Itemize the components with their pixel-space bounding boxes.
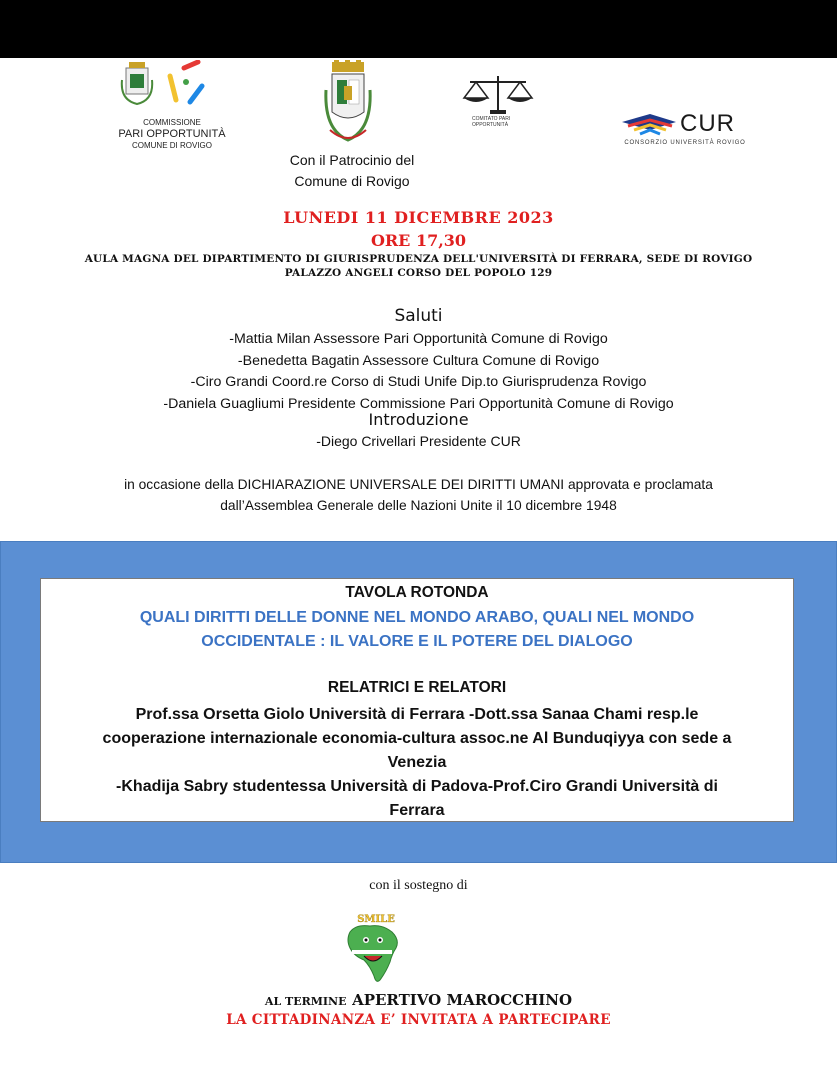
saluti-heading: Saluti <box>394 306 443 326</box>
saluti-item: -Daniela Guagliumi Presidente Commissione Pari Opportunità Comune di Rovigo <box>163 395 674 412</box>
relatori-heading: RELATRICI E RELATORI <box>327 679 507 696</box>
tavola-rotonda-box <box>40 578 794 822</box>
comune-rovigo-crest <box>318 60 378 152</box>
venue-line1: AULA MAGNA DEL DIPARTIMENTO DI GIURISPRUDENZA DELL'UNIVERSITÀ DI FERRARA, SEDE DI ROVIGO <box>84 253 753 265</box>
tavola-title <box>61 606 773 654</box>
cur-logo <box>620 108 750 152</box>
termine-small: AL TERMINE <box>264 995 347 1008</box>
relatori-list <box>51 703 783 823</box>
tavola-heading: TAVOLA ROTONDA <box>345 584 489 601</box>
venue-line2: PALAZZO ANGELI CORSO DEL POPOLO 129 <box>284 267 553 279</box>
relatori-line: Venezia <box>387 754 447 771</box>
occasion-line2: dall’Assemblea Generale delle Nazioni Unite il 10 dicembre 1948 <box>220 498 617 513</box>
tavola-title-line2: OCCIDENTALE : IL VALORE E IL POTERE DEL DIALOGO <box>201 633 633 650</box>
scale-line2: OPPORTUNITÀ <box>472 122 509 128</box>
smile-wordmark: SMILE <box>357 914 395 925</box>
event-date: LUNEDI 11 DICEMBRE 2023 <box>283 208 554 227</box>
commissione-line2: PARI OPPORTUNITÀ <box>118 128 226 140</box>
smile-logo <box>336 910 416 990</box>
relatori-line: Ferrara <box>389 802 445 819</box>
smile-africa-icon <box>336 910 416 990</box>
patrocinio-line1: Con il Patrocinio del <box>289 152 415 168</box>
saluti-item: -Mattia Milan Assessore Pari Opportunità Comune di Rovigo <box>229 331 608 347</box>
invito-text: LA CITTADINANZA E’ INVITATA A PARTECIPARE <box>226 1012 611 1028</box>
event-venue <box>0 252 837 280</box>
crest-icon <box>318 60 378 152</box>
introduzione-item: -Diego Crivellari Presidente CUR <box>316 433 521 449</box>
patrocinio-text <box>262 150 442 192</box>
saluti-item: -Ciro Grandi Coord.re Corso di Studi Unife Dip.to Giurisprudenza Rovigo <box>190 374 647 390</box>
commissione-pari-opportunita-logo <box>112 60 232 152</box>
commissione-line3: COMUNE DI ROVIGO <box>131 141 212 150</box>
relatori-line: Prof.ssa Orsetta Giolo Università di Ferrara -Dott.ssa Sanaa Chami resp.le <box>135 706 699 723</box>
relatori-line: cooperazione internazionale economia-cultura assoc.ne Al Bunduqiyya con sede a <box>102 730 732 747</box>
termine-big: APERTIVO MAROCCHINO <box>352 991 573 1009</box>
commissione-line1: COMMISSIONE <box>143 118 201 127</box>
commissione-emblem-icon <box>112 60 232 118</box>
introduzione-heading: Introduzione <box>368 410 469 429</box>
cur-wordmark: CUR <box>680 110 735 137</box>
scale-line1: COMITATO PARI <box>472 116 511 122</box>
occasion-text <box>60 474 777 516</box>
tavola-title-line1: QUALI DIRITTI DELLE DONNE NEL MONDO ARABO, QUALI NEL MONDO <box>139 609 695 626</box>
comitato-pari-opportunita-logo <box>462 72 534 134</box>
occasion-line1: in occasione della DICHIARAZIONE UNIVERSALE DEI DIRITTI UMANI approvata e proclamata <box>124 477 713 492</box>
top-black-bar <box>0 0 837 58</box>
event-time: ORE 17,30 <box>370 231 467 250</box>
sostegno-text: con il sostegno di <box>369 878 468 893</box>
cur-subtitle: CONSORZIO UNIVERSITÀ ROVIGO <box>624 140 746 146</box>
relatori-line: -Khadija Sabry studentessa Università di Padova-Prof.Ciro Grandi Università di <box>116 778 718 795</box>
saluti-item: -Benedetta Bagatin Assessore Cultura Comune di Rovigo <box>237 352 600 369</box>
scale-of-justice-icon <box>462 72 534 116</box>
saluti-list <box>0 329 837 415</box>
cur-mark-icon <box>620 108 680 138</box>
termine-line <box>0 990 837 1009</box>
patrocinio-line2: Comune di Rovigo <box>294 173 410 189</box>
